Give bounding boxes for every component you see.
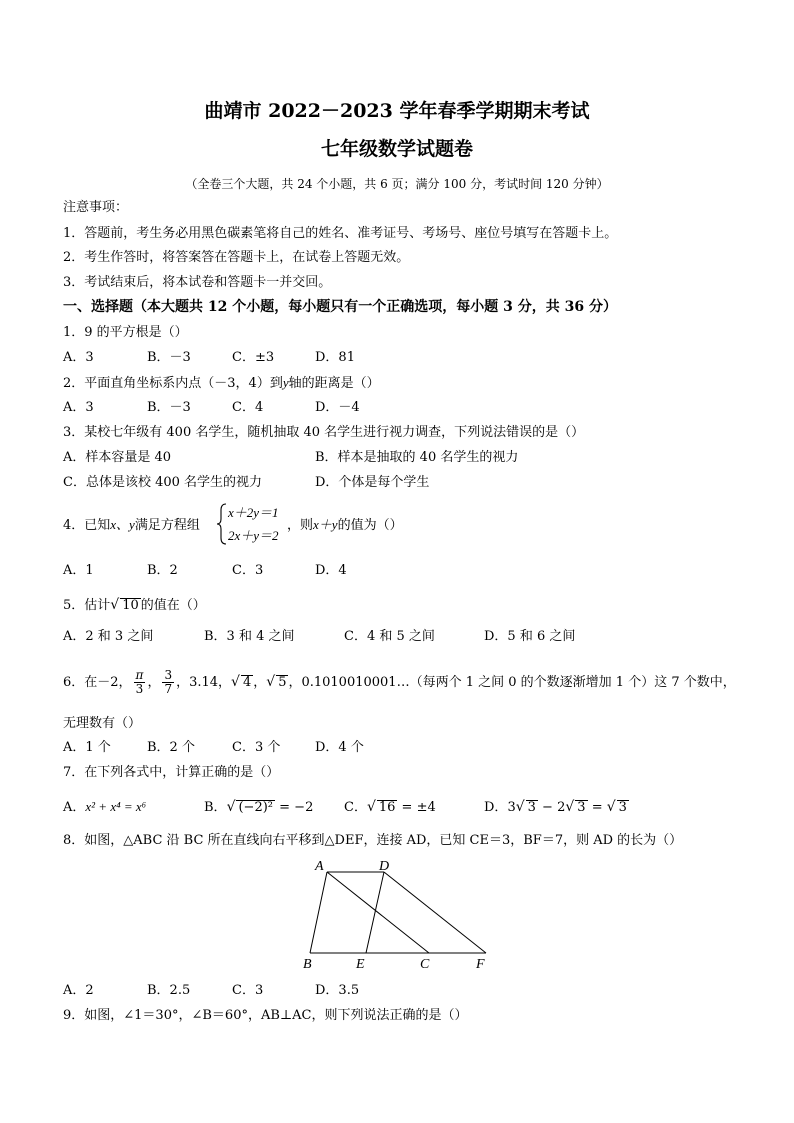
q5-option-c: C．4 和 5 之间	[344, 629, 435, 644]
label-d: D	[379, 860, 390, 874]
question-6-stem: 6．在－2， $\frac{\pi}{3}$ ， $\frac{3}{7}$ ，3.14，√ 4 ，√ 5 ，0.1010010001…（每两个 1 之间 0 的个数逐渐增加 1 个）这 7 个数中，	[63, 668, 736, 696]
q1-option-d: D．81	[315, 350, 355, 365]
q5-stem-pre: 5．估计	[63, 598, 111, 613]
q5-stem-post: 的值在（）	[140, 598, 206, 613]
q7-c-rhs: = ±4	[397, 800, 436, 815]
fraction-pi-over-3	[134, 669, 146, 696]
q7-option-a	[63, 799, 146, 816]
q5-option-d: D．5 和 6 之间	[484, 629, 576, 644]
sqrt-icon: √	[515, 799, 525, 815]
segment-de	[366, 872, 384, 953]
label-a: A	[315, 860, 324, 874]
q6-line2: 无理数有（）	[63, 716, 142, 731]
q7-d-r1: 3	[527, 800, 536, 815]
sqrt-icon: √	[226, 799, 236, 815]
q7-d-r2: 3	[577, 800, 586, 815]
q6-d7: 7	[164, 682, 173, 696]
q5-option-b: B．3 和 4 之间	[204, 629, 295, 644]
q7-a-label: A．	[63, 800, 86, 815]
label-f: F	[476, 957, 485, 972]
q5-radicand: 10	[122, 598, 139, 613]
sqrt-icon: √	[231, 674, 240, 690]
q6-mid: ，3.14，	[176, 675, 232, 690]
equation-2: 2x＋y＝2	[228, 528, 279, 543]
sqrt-icon: √	[565, 799, 575, 815]
note-item: 3．考试结束后，将本试卷和答题卡一并交回。	[63, 275, 332, 290]
q6-r4: 4	[242, 675, 252, 690]
q7-option-b	[204, 799, 313, 816]
q5-option-a: A．2 和 3 之间	[63, 629, 154, 644]
q2-var: y	[282, 375, 289, 390]
brace-icon	[216, 503, 228, 545]
q7-c-rad: 16	[378, 800, 396, 815]
fraction-3-over-7	[162, 669, 174, 696]
q2-option-d: D．－4	[315, 400, 360, 415]
q3-option-c: C．总体是该校 400 名学生的视力	[63, 475, 263, 490]
note-item: 2．考生作答时，将答案答在答题卡上，在试卷上答题无效。	[63, 250, 410, 265]
q7-d-mid: − 2	[537, 800, 566, 815]
label-b: B	[303, 957, 312, 972]
q4-expr: x＋y	[313, 517, 338, 532]
notes-heading: 注意事项：	[63, 200, 129, 215]
q7-a-expr: x² + x⁴ = x⁶	[85, 799, 147, 814]
q8-option-a: A．2	[63, 983, 94, 998]
q7-d-r3: 3	[618, 800, 627, 815]
question-2-stem	[63, 375, 380, 392]
segment-ab	[310, 872, 327, 953]
question-7-stem: 7．在下列各式中，计算正确的是（）	[63, 765, 280, 780]
equation-1: x＋2y＝1	[228, 505, 279, 520]
q8-option-c: C．3	[232, 983, 264, 998]
q6-option-c: C．3 个	[232, 740, 281, 755]
q4-option-c: C．3	[232, 563, 264, 578]
q6-lead: 6．在－2，	[63, 675, 132, 690]
q6-option-d: D．4 个	[315, 740, 364, 755]
q4-option-a: A．1	[63, 563, 94, 578]
q4-option-d: D．4	[315, 563, 347, 578]
segment-df	[384, 872, 486, 953]
question-9-stem: 9．如图，∠1＝30°，∠B＝60°，AB⊥AC，则下列说法正确的是（）	[63, 1008, 468, 1023]
q1-option-a: A．3	[63, 350, 94, 365]
exam-info: （全卷三个大题，共 24 个小题，共 6 页；满分 100 分，考试时间 120 分钟）	[185, 177, 609, 191]
q3-option-a: A．样本容量是 40	[63, 450, 172, 465]
exam-title: 曲靖市 2022－2023 学年春季学期期末考试	[204, 100, 590, 122]
question-8-stem: 8．如图，△ABC 沿 BC 所在直线向右平移到△DEF，连接 AD，已知 CE＝3，BF＝7，则 AD 的长为（）	[63, 833, 683, 848]
note-item: 1．答题前，考生务必用黑色碳素笔将自己的姓名、准考证号、考场号、座位号填写在答题卡上。	[63, 226, 618, 241]
q8-option-b: B．2.5	[147, 983, 191, 998]
sqrt-icon: √	[266, 674, 276, 690]
q2-option-a: A．3	[63, 400, 94, 415]
q6-n3: 3	[164, 668, 173, 682]
q7-option-c	[344, 799, 436, 816]
q4-vars: x、y	[110, 517, 135, 532]
q2-stem-pre: 2．平面直角坐标系内点（－3，4）到	[63, 376, 283, 391]
label-c: C	[420, 957, 430, 972]
q6-option-a: A．1 个	[63, 740, 111, 755]
q6-three: 3	[135, 682, 144, 696]
q1-option-b: B．－3	[147, 350, 191, 365]
q4-stem-end: 的值为（）	[337, 518, 403, 533]
sqrt-icon: √	[110, 597, 120, 613]
q3-option-d: D．个体是每个学生	[315, 475, 430, 490]
q6-pi: π	[135, 668, 144, 682]
sqrt-icon: √	[366, 799, 376, 815]
q8-option-d: D．3.5	[315, 983, 360, 998]
q4-stem-pre: 4．已知	[63, 518, 111, 533]
q2-option-b: B．－3	[147, 400, 191, 415]
q4-stem-post: ，则	[287, 518, 314, 533]
question-4-stem-pre	[63, 517, 200, 534]
segment-ac	[327, 872, 429, 953]
q7-d-label: D．	[484, 800, 508, 815]
question-3-stem: 3．某校七年级有 400 名学生，随机抽取 40 名学生进行视力调查，下列说法错误的是（）	[63, 425, 585, 440]
q6-r5: 5	[278, 675, 287, 690]
sqrt-icon: √	[606, 799, 616, 815]
q6-tail: ，0.1010010001…（每两个 1 之间 0 的个数逐渐增加 1 个）这 7 个数中，	[288, 675, 736, 690]
q2-option-c: C．4	[232, 400, 264, 415]
q7-option-d	[484, 799, 629, 816]
q6-option-b: B．2 个	[147, 740, 195, 755]
q7-b-label: B．	[204, 800, 227, 815]
q4-option-b: B．2	[147, 563, 178, 578]
equation-system	[216, 503, 228, 549]
section-heading: 一、选择题（本大题共 12 个小题，每小题只有一个正确选项，每小题 3 分，共 36 分）	[63, 299, 617, 315]
exam-subtitle-title: 七年级数学试题卷	[320, 138, 473, 160]
question-1-stem: 1．9 的平方根是（）	[63, 325, 188, 340]
q3-option-b: B．样本是抽取的 40 名学生的视力	[315, 450, 519, 465]
q7-c-label: C．	[344, 800, 367, 815]
question-5-stem	[63, 597, 206, 614]
q7-d-eq: =	[587, 800, 607, 815]
q4-stem-mid: 满足方程组	[134, 518, 200, 533]
q1-option-c: C．±3	[232, 350, 275, 365]
q2-stem-post: 轴的距离是（）	[288, 376, 380, 391]
q7-b-rhs: = −2	[275, 800, 314, 815]
q7-d-expr1: 3	[507, 800, 516, 815]
q7-b-inner: (−2)²	[238, 800, 274, 815]
question-4-stem-post	[287, 517, 403, 534]
translation-figure	[296, 860, 496, 972]
label-e: E	[356, 957, 365, 972]
